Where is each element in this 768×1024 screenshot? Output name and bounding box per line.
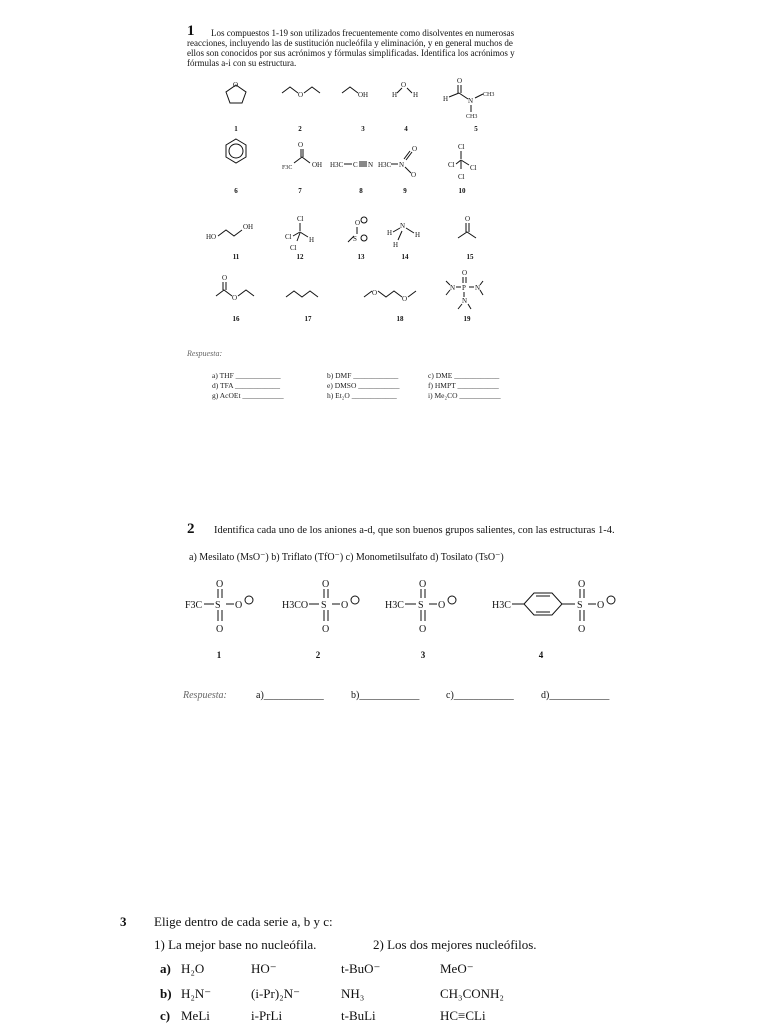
structure-dmso (348, 217, 367, 243)
svg-text:O: O (235, 600, 243, 611)
series-item: (i-Pr)₂N⁻ (251, 986, 300, 1001)
structure-label: 2 (315, 650, 321, 660)
svg-text:S: S (321, 600, 327, 611)
svg-text:O: O (322, 624, 330, 635)
question-1-text: Los compuestos 1-19 son utilizados frecuentemente como disolventes en numerosas reacciones, incluyendo las de sustitución nucleófila y eliminación, y en general muchos de ellos son conocidos por sus acrónimos y fórmulas simplificadas. Identifica los acrónimos y fórmulas a-i con su estructura. (187, 28, 515, 68)
svg-text:H: H (415, 231, 421, 239)
svg-text:H3C: H3C (492, 600, 511, 611)
structure-label: 18 (396, 315, 404, 323)
answer-field[interactable]: a) THF ____________ (212, 371, 281, 380)
svg-text:H: H (387, 229, 393, 237)
structure-label: 4 (538, 650, 544, 660)
svg-text:H: H (413, 91, 419, 99)
svg-text:H: H (393, 241, 399, 249)
structure-label: 13 (357, 253, 365, 261)
svg-text:N: N (400, 222, 406, 230)
answer-field[interactable]: d) TFA ____________ (212, 381, 281, 390)
svg-text:Cl: Cl (285, 233, 292, 241)
structure-monomethylsulfate (282, 579, 359, 635)
answer-field[interactable]: h) Et₂O ____________ (327, 391, 397, 400)
svg-text:O: O (411, 171, 417, 179)
answer-field[interactable]: i) Me₂CO ___________ (428, 391, 501, 400)
svg-text:P: P (462, 284, 466, 292)
svg-text:N: N (368, 161, 374, 169)
svg-text:O: O (233, 81, 239, 89)
series-item: t-BuLi (341, 1008, 376, 1023)
svg-text:F3C: F3C (185, 600, 203, 611)
structure-label: 12 (296, 253, 304, 261)
series-item: HC≡CLi (440, 1008, 486, 1023)
svg-text:OH: OH (312, 161, 323, 169)
structure-label: 5 (474, 125, 478, 133)
structure-triflate (185, 579, 253, 635)
svg-text:O: O (298, 91, 304, 99)
structure-label: 2 (298, 125, 302, 133)
structure-chloroform (448, 143, 477, 181)
structure-label: 8 (359, 187, 363, 195)
svg-text:O: O (298, 141, 304, 149)
structure-hmpt (446, 269, 483, 309)
svg-text:OH: OH (358, 91, 369, 99)
question-3-sub-2: 2) Los dos mejores nucleófilos. (373, 937, 537, 952)
question-1-number: 1 (187, 23, 195, 39)
answer-field[interactable]: g) AcOEt ___________ (212, 391, 284, 400)
svg-text:CH3: CH3 (483, 92, 495, 98)
structure-diethyl-ether (282, 87, 320, 99)
series-item: i-PrLi (251, 1008, 283, 1023)
series-item: H₂O (181, 961, 205, 976)
series-item: NH₃ (341, 986, 365, 1001)
structure-label: 6 (234, 187, 238, 195)
answer-blank-c[interactable]: c)____________ (446, 690, 514, 701)
svg-text:S: S (215, 600, 221, 611)
structure-ethyl-acetate (216, 274, 254, 302)
structure-label: 10 (458, 187, 466, 195)
svg-text:H3CO: H3CO (282, 600, 309, 611)
svg-text:O: O (597, 600, 605, 611)
structure-benzene (226, 139, 246, 163)
structure-tfa (282, 141, 322, 171)
structure-label: 4 (404, 125, 408, 133)
question-2-text: Identifica cada uno de los aniones a-d, que son buenos grupos salientes, con las estructuras 1-4. (214, 525, 615, 536)
structure-water (392, 81, 418, 99)
series-item: HO⁻ (251, 961, 277, 976)
svg-text:O: O (222, 274, 228, 282)
svg-text:O: O (457, 77, 463, 85)
svg-text:O: O (232, 294, 238, 302)
structure-nitromethane (378, 145, 417, 179)
svg-text:O: O (578, 624, 586, 635)
structure-label: 1 (234, 125, 238, 133)
svg-text:H: H (443, 95, 449, 103)
svg-text:O: O (322, 579, 330, 590)
structure-mesylate (385, 579, 456, 635)
svg-text:O: O (216, 579, 224, 590)
svg-text:O: O (402, 295, 408, 303)
svg-text:Cl: Cl (448, 161, 455, 169)
structure-label: 17 (304, 315, 312, 323)
question-3-number: 3 (120, 914, 127, 929)
structure-label: 11 (232, 253, 240, 261)
svg-text:Cl: Cl (458, 173, 465, 181)
answer-label: Respuesta: (183, 690, 227, 701)
series-item: MeLi (181, 1008, 210, 1023)
structure-acetonitrile (330, 161, 373, 169)
question-3-sub-1: 1) La mejor base no nucleófila. (154, 937, 317, 952)
question-2-number: 2 (187, 521, 195, 537)
structure-label: 19 (463, 315, 471, 323)
series-label: b) (160, 986, 172, 1001)
structure-ethylene-glycol (206, 223, 253, 241)
svg-text:OH: OH (243, 223, 254, 231)
svg-text:O: O (216, 624, 224, 635)
svg-text:O: O (438, 600, 446, 611)
svg-text:HO: HO (206, 233, 217, 241)
structure-tosylate (492, 579, 615, 635)
svg-text:O: O (412, 145, 418, 153)
structure-label: 9 (403, 187, 407, 195)
answer-field[interactable]: e) DMSO ___________ (327, 381, 400, 390)
structure-ammonia (387, 222, 420, 249)
svg-text:O: O (419, 579, 427, 590)
svg-text:N: N (468, 97, 474, 105)
svg-text:H3C: H3C (378, 161, 392, 169)
answer-label: Respuesta: (187, 349, 223, 358)
answer-blank-a[interactable]: a)____________ (256, 690, 324, 701)
svg-text:O: O (355, 219, 361, 227)
sulfonate-structures (180, 575, 630, 645)
answer-field[interactable]: f) HMPT ___________ (428, 381, 499, 390)
structure-label: 3 (361, 125, 365, 133)
svg-text:Cl: Cl (290, 244, 297, 252)
solvent-structures (190, 75, 540, 335)
structure-dmf (443, 77, 494, 120)
svg-text:F3C: F3C (282, 165, 293, 171)
series-label: c) (160, 1008, 171, 1023)
structure-label: 15 (466, 253, 474, 261)
svg-text:Cl: Cl (458, 143, 465, 151)
structure-label: 3 (420, 650, 426, 660)
answer-blank-b[interactable]: b)____________ (351, 690, 420, 701)
svg-text:S: S (577, 600, 583, 611)
svg-text:Cl: Cl (297, 215, 304, 223)
structure-label: 7 (298, 187, 302, 195)
structure-label: 14 (401, 253, 409, 261)
structure-label: 16 (232, 315, 240, 323)
svg-text:CH3: CH3 (466, 114, 478, 120)
structure-ethanol (342, 87, 368, 99)
structure-acetone (458, 215, 476, 238)
svg-text:O: O (372, 289, 378, 297)
anion-list: a) Mesilato (MsO⁻) b) Triflato (TfO⁻) c) Monometilsulfato d) Tosilato (TsO⁻) (189, 552, 504, 563)
answer-field[interactable]: b) DMF ____________ (327, 371, 399, 380)
structure-label: 1 (216, 650, 222, 660)
series-item: t-BuO⁻ (341, 961, 381, 976)
svg-text:N: N (399, 161, 405, 169)
svg-text:N: N (450, 284, 456, 292)
series-item: H₂N⁻ (181, 986, 212, 1001)
structure-thf (226, 81, 246, 103)
svg-text:O: O (419, 624, 427, 635)
svg-text:N: N (462, 297, 468, 305)
svg-text:H3C: H3C (330, 161, 344, 169)
svg-text:H3C: H3C (385, 600, 404, 611)
svg-text:O: O (341, 600, 349, 611)
svg-text:N: N (475, 284, 481, 292)
series-item: MeO⁻ (440, 961, 474, 976)
svg-text:O: O (462, 269, 468, 277)
svg-text:H: H (309, 236, 315, 244)
structure-pentane (286, 291, 318, 297)
svg-text:C: C (353, 161, 358, 169)
svg-text:O: O (401, 81, 407, 89)
svg-text:O: O (578, 579, 586, 590)
svg-text:Cl: Cl (470, 164, 477, 172)
svg-text:S: S (353, 235, 357, 243)
structure-dme (364, 289, 416, 303)
svg-text:O: O (465, 215, 471, 223)
svg-text:H: H (392, 91, 398, 99)
question-3-prompt: Elige dentro de cada serie a, b y c: (154, 914, 333, 929)
svg-text:S: S (418, 600, 424, 611)
answer-field[interactable]: c) DME ____________ (428, 371, 500, 380)
structure-dichloromethane (285, 215, 314, 252)
answer-blank-d[interactable]: d)____________ (541, 690, 610, 701)
series-item: CH₃CONH₂ (440, 986, 504, 1001)
series-label: a) (160, 961, 171, 976)
